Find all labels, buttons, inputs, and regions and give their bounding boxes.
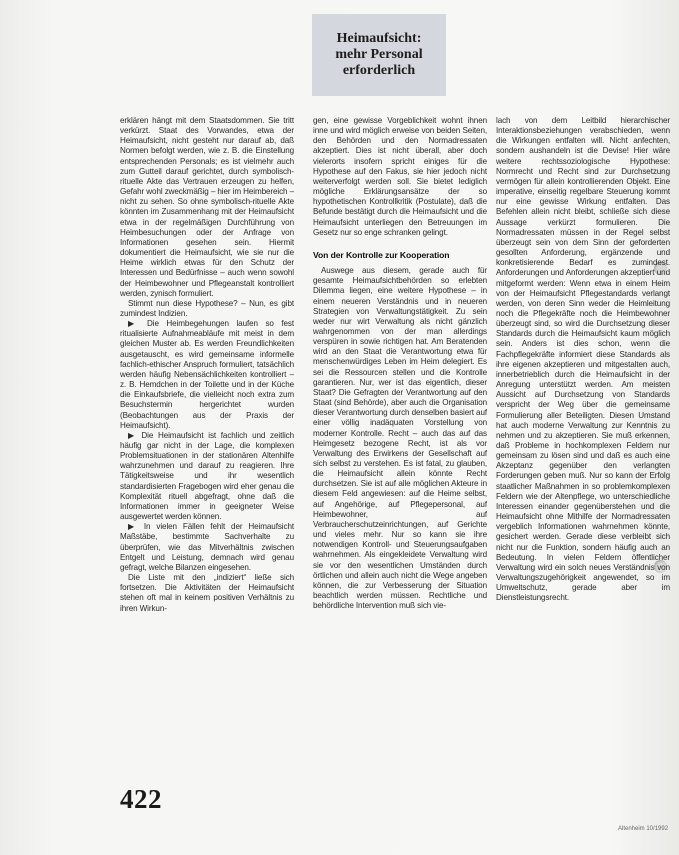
body-paragraph: erklären hängt mit dem Staatsdommen. Sie tritt verkürzt. Staat des Vorwandes, etwa der Heimaufsicht, nicht gesteht nur darauf ab, daß Normen befolgt werden, wie z. B. die Einstellung entsprechenden Personals; es ist vielmehr auch zum Gutteil darauf gerichtet, durch symbolisch-rituelle Akte das Vertrauen erzeugen zu helfen, Gefahr wohl zweckmäßig – hier im Heimbereich – nicht zu sehen. So ohne symbolisch-rituelle Akte könnten im Zusammenhang mit der Heimaufsicht etwa in der regelmäßigen Durchführung von Heimbesuchungen oder der Anfrage von Informationen gesehen sein. Hiermit dokumentiert die Heimaufsicht, wie sie nur die Heime wirklich etwas für den Schutz der Interessen und Bedürfnisse – auch wenn sowohl der Heimbewohner und Pflegeanstalt kontrolliert werden, zynisch formuliert.: [120, 116, 294, 298]
footer-source-code: Altenheim 10/1992: [618, 826, 669, 832]
body-paragraph: Auswege aus diesem, gerade auch für gesamte Heimaufsichtbehörden so erlebten Dilemma liegen, eine weitere Hypothese – in einem neueren Verständnis und in neueren Strategien von Verwaltungstätigkeit. Zu sein weder nur wirt Verwaltung als nicht gänzlich wahrgenommen von der man allerdings verspüren in sowie richtigen hat. Am Beratenden wird an den Staat die Verantwortung etwa für menschenwürdiges Leben im Heim delegiert. Es sei die Ressourcen stellen und die Kontrolle garantieren. Nur, wer ist das eigentlich, dieser Staat? Die Gefragten der Verantwortung auf den Staat (sind Behörde), aber auch die Organisation dieser Verantwortung durch denselben basiert auf einer völlig inadäquaten Vorstellung von moderner Kontrolle. Recht – auch das auf das Heimgesetz bezogene Recht, ist als vor Verwaltung des Erwirkens der Gesellschaft auf sich selbst zu verstehen. Es ist fatal, zu glauben, die Heimaufsicht allein könnte Recht durchsetzen. Sie ist auf alle möglichen Akteure in diesem Feld angewiesen: auf die Heime selbst, auf Angehörige, auf Pflegepersonal, auf Heimbewohner, auf Verbraucherschutzeinrichtungen, auf Gerichte und vieles mehr. Nur so kann sie ihre notwendigen Kontroll- und Steuerungsaufgaben wahrnehmen. Als eingekleidete Verwaltung wird sie vor den wesentlichen Umständen durch örtlichen und allein auch nicht die Wege angeben können, die zur Verbesserung der Situation beachtlich werden müssen. Rechtliche und behördliche Intervention muß sich vie-: [313, 266, 487, 611]
body-paragraph: Die Liste mit den „indiziert“ ließe sich fortsetzen. Die Aktivitäten der Heimaufsicht stehen oft mal in keinem positiven Verhältnis zu ihren Wirkun-: [120, 573, 294, 613]
body-paragraph: gen, eine gewisse Vorgeblichkeit wohnt ihnen inne und wird möglich erweise von beiden Seiten, den Behörden und den Normadressaten akzeptiert. Dies ist nicht überall, aber doch vielerorts insofern spricht einiges für die Hypothese auf den Fakus, sie hier jedoch nicht weiterverfolgt werden soll. Sie bietet lediglich mögliche Erklärungsansätze der so hypothetischen Kontrollkritik (Postulate), daß die Befunde bestätigt durch die Heimaufsicht und die Heimaufsicht unterliegen den Betreuungen im Gesetz nur so enge schranken gelingt.: [313, 116, 487, 237]
heading-line-2: mehr Personal: [335, 47, 423, 62]
body-paragraph: Stimmt nun diese Hypothese? – Nun, es gibt zumindest Indizien.: [120, 298, 294, 318]
page-number: 422: [120, 784, 162, 814]
body-paragraph: ▶ Die Heimaufsicht ist fachlich und zeitlich häufig gar nicht in der Lage, die komplexen Problemsituationen in der stationären Altenhilfe wahrzunehmen und darauf zu reagieren. Ihre Tätigkeitsweise und ihr wesentlich standardisierten Fragebogen wird eher genau die Komplexität rituell abgefragt, ohne daß die Informationen immer in geeigneter Weise ausgewertet werden können.: [120, 430, 294, 522]
heading-line-3: erforderlich: [342, 63, 416, 78]
body-paragraph: lach von dem Leitbild hierarchischer Interaktionsbeziehungen verabschieden, wenn die Wirkungen entfalten will. Nicht anfechten, sondern aushandeln ist die Devise! Hier wäre weitere rechtssoziologische Hypothese: Normrecht und Recht sind zur Durchsetzung vermögen für allein kontrollierenden Objekt. Eine imperative, einseitig regelbare Steuerung kommt nur eine gewisse Wirkung entfalten. Das Befehlen allein nicht bleibt, schließe sich diese Aussage verkürzt formulieren. Die Normadressaten müssen in der Regel selbst überzeugt sein von dem Sinn der geforderten gesollten Anforderung, ergänzende und konkretisierende Bedarf es zumindest. Anforderungen und Anforderungen akzeptiert und mitgeformt werden: Wenn etwa in einem Heim von der Heimaufsicht Pflegestandards verlangt werden, von deren Sinn weder die Heimleitung noch die Pflegekräfte noch die Heimbewohner überzeugt sind, so wird die Durchsetzung dieser Standards durch die Heimaufsicht kaum möglich sein. Anders ist dies schon, wenn die Fachpflegekräfte informiert diese Standards als ihre eigenen akzeptieren und mitgestalten auch, innerbetrieblich durch die Heimaufsicht in der Anregung unterstützt werden. Am meisten Aussicht auf Durchsetzung von Standards verspricht der Weg über die gemeinsame Formulierung aller Beteiligten. Diesen Umstand hat auch moderne Verwaltung zur Kenntnis zu nehmen und zu akzeptieren. Sie muß erkennen, daß Probleme in hochkomplexen Feldern nur gemeinsam zu lösen sind und daß es auch eine Akzeptanz gegenüber den verlangten Forderungen geben muß. Nur so kann der Erfolg staatlicher Maßnahmen in so problemkomplexen Feldern wie der Altenpflege, wo unterschiedliche Interessen einander gegenüberstehen und die Heimaufsicht ohne Mithilfe der Normadressaten vergeblich Informationen wahrnehmen könnte, gesichert werden. Gerade diese verbleibt sich nicht nur die Funktion, sondern häufig auch an Bedeutung. In vielen Feldern öffentlicher Verwaltung wird ein solch neues Verständnis von Verwaltungszugehörigkeit angewendet, so im Umweltschutz, gerade aber im Dienstleistungsrecht.: [496, 116, 670, 603]
section-subheading: Von der Kontrolle zur Kooperation: [313, 249, 450, 260]
heading-line-1: Heimaufsicht:: [336, 31, 422, 46]
text-column-1: [120, 116, 294, 822]
text-column-2: [313, 116, 487, 822]
body-paragraph: ▶ In vielen Fällen fehlt der Heimaufsicht Maßstäbe, bestimmte Sachverhalte zu überprüfen, wie das Mitverhältnis zwischen Entgelt und Leistung, demnach wird genau gefragt, welche Bilanzen eingesehen.: [120, 522, 294, 572]
text-column-3: [496, 116, 670, 822]
article-heading-box: [312, 14, 446, 96]
body-paragraph: ▶ Die Heimbegehungen laufen so fest ritualisierte Aufnahmeabläufe mit meist in dem gleichen Muster ab. Es werden Freundlichkeiten ausgetauscht, es wird gemeinsame informelle fachlich-ethischer Anspruch formuliert, tatsächlich werden häufig Nebensächlichkeiten kontrolliert – z. B. Hemdchen in der Toilette und in der Küche die Einkaufsbriefe, die vielleicht noch extra zum Besuchstermin hergerichtet wurden (Beobachtungen aus der Praxis der Heimaufsicht).: [120, 319, 294, 430]
